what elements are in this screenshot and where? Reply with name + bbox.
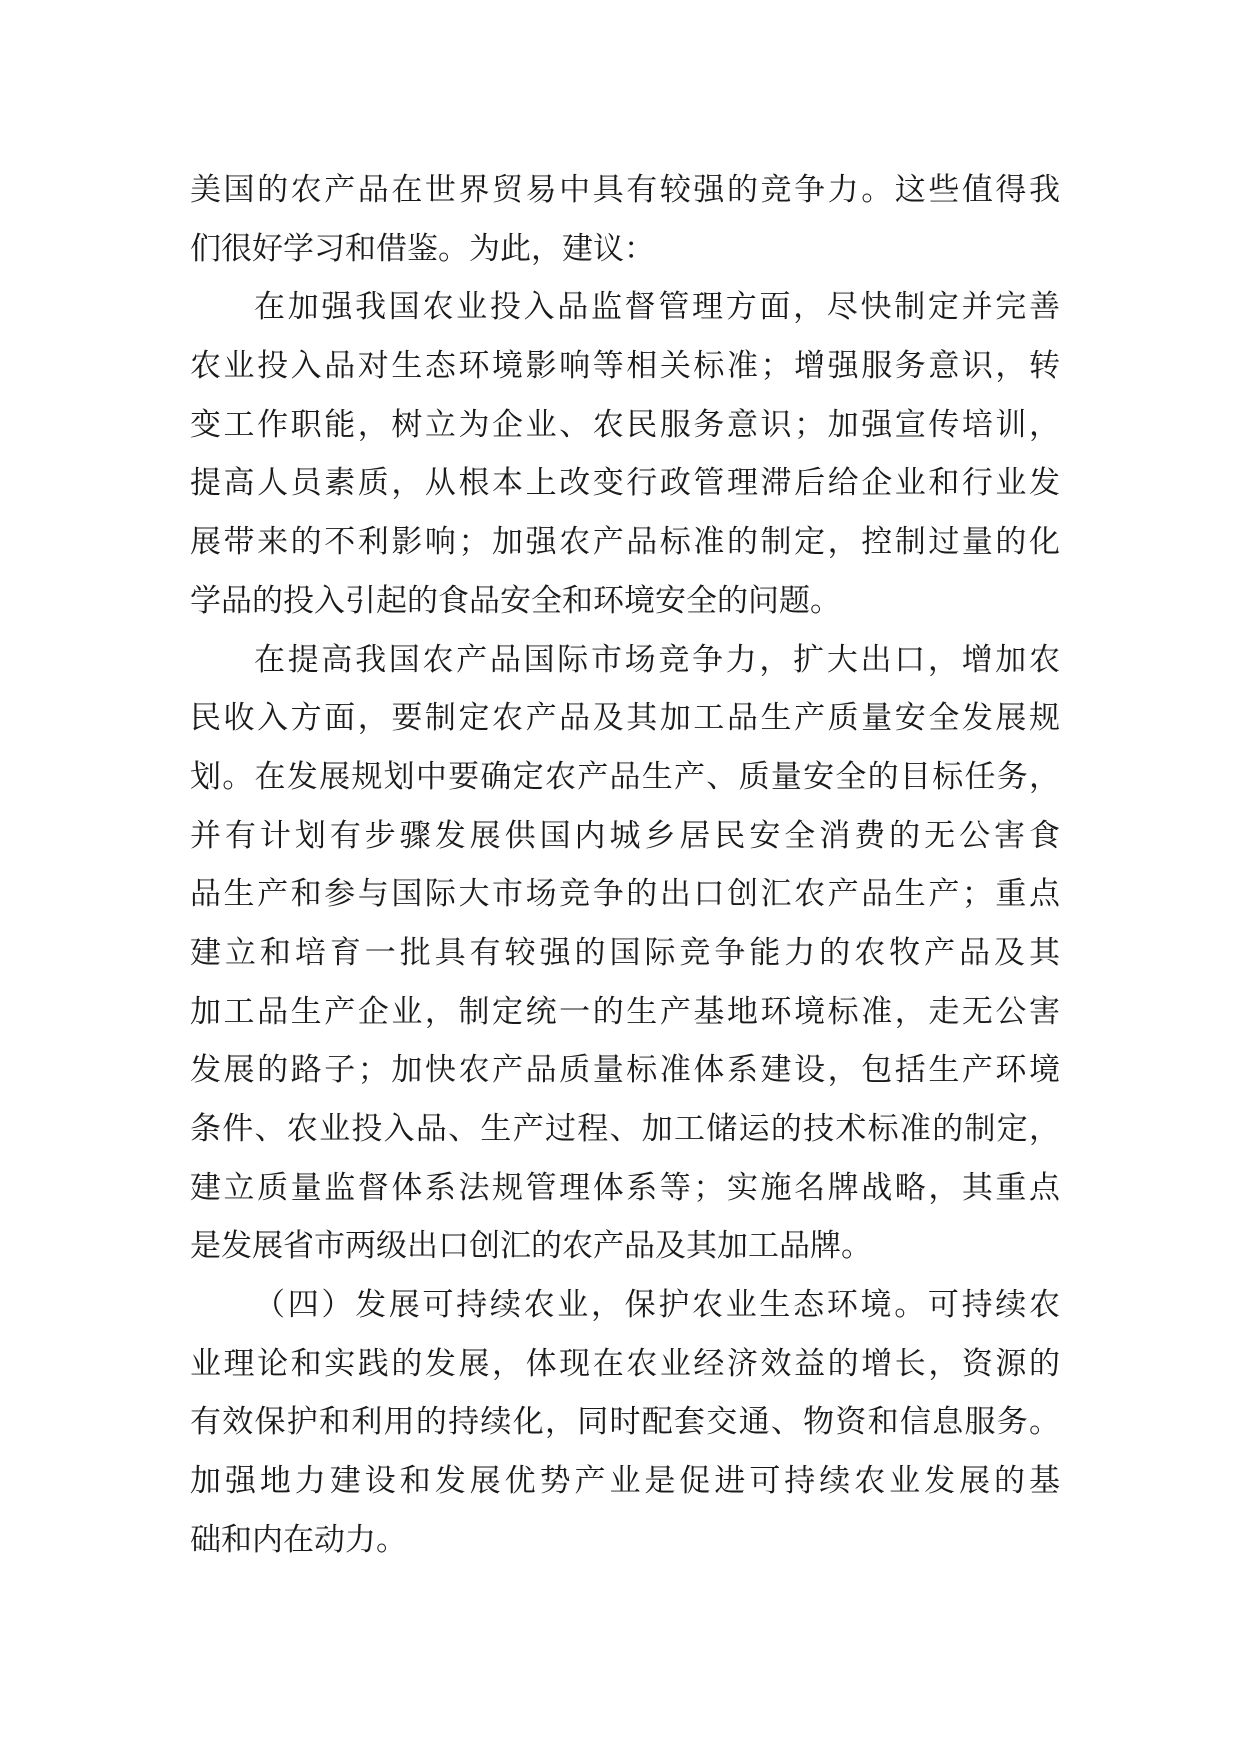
text-line: 是发展省市两级出口创汇的农产品及其加工品牌。 [190, 1228, 872, 1265]
text-line: 民收入方面，要制定农产品及其加工品生产质量安全发展规 [190, 700, 1060, 737]
paragraph-start-line: 在加强我国农业投入品监督管理方面，尽快制定并完善 [254, 289, 1060, 326]
paragraph-start-line: 在提高我国农产品国际市场竞争力，扩大出口，增加农 [254, 641, 1060, 678]
text-line: 学品的投入引起的食品安全和环境安全的问题。 [190, 582, 841, 619]
text-line: 有效保护和利用的持续化，同时配套交通、物资和信息服务。 [190, 1404, 1060, 1441]
text-line: 建立质量监督体系法规管理体系等；实施名牌战略，其重点 [190, 1169, 1060, 1206]
text-line: 展带来的不利影响；加强农产品标准的制定，控制过量的化 [190, 524, 1060, 561]
text-line: 发展的路子；加快农产品质量标准体系建设，包括生产环境 [190, 1052, 1060, 1089]
text-line: 变工作职能，树立为企业、农民服务意识；加强宣传培训， [190, 406, 1060, 443]
text-line: 业理论和实践的发展，体现在农业经济效益的增长，资源的 [190, 1345, 1060, 1382]
text-line: 加工品生产企业，制定统一的生产基地环境标准，走无公害 [190, 993, 1060, 1030]
text-line: 础和内在动力。 [190, 1521, 407, 1558]
text-line: 条件、农业投入品、生产过程、加工储运的技术标准的制定， [190, 1111, 1060, 1147]
text-line: 美国的农产品在世界贸易中具有较强的竞争力。这些值得我 [190, 172, 1060, 208]
text-line: 品生产和参与国际大市场竞争的出口创汇农产品生产；重点 [190, 876, 1060, 913]
text-line: 建立和培育一批具有较强的国际竞争能力的农牧产品及其 [190, 934, 1060, 971]
text-line: 并有计划有步骤发展供国内城乡居民安全消费的无公害食 [190, 817, 1060, 854]
text-line: 划。在发展规划中要确定农产品生产、质量安全的目标任务， [190, 758, 1060, 795]
paragraph-start-line: （四）发展可持续农业，保护农业生态环境。可持续农 [254, 1287, 1060, 1324]
text-line: 农业投入品对生态环境影响等相关标准；增强服务意识，转 [190, 348, 1060, 385]
body-text [190, 161, 1060, 1570]
text-line: 们很好学习和借鉴。为此，建议： [190, 230, 655, 267]
text-line: 提高人员素质，从根本上改变行政管理滞后给企业和行业发 [190, 465, 1060, 502]
text-line: 加强地力建设和发展优势产业是促进可持续农业发展的基 [190, 1463, 1060, 1500]
